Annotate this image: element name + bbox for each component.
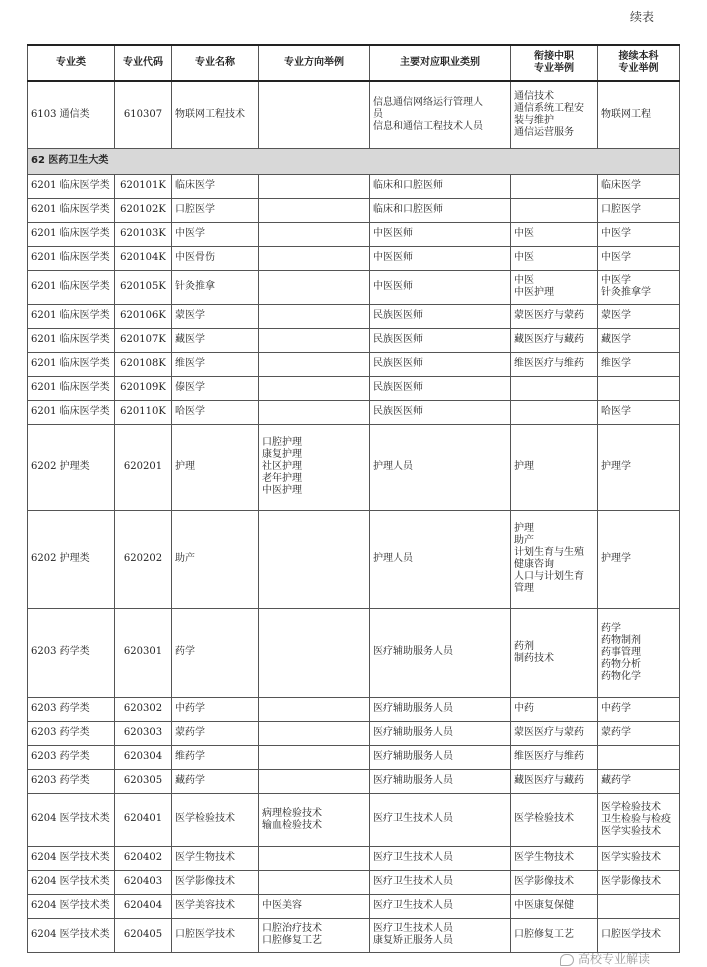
cell-secondary: 中医康复保健: [511, 894, 598, 918]
cell-direction: [259, 846, 370, 870]
table-row: [28, 424, 680, 510]
cell-occupation: 中医医师: [370, 222, 511, 246]
col-header-code: 专业代码: [115, 45, 172, 81]
col-header-direction: 专业方向举例: [259, 45, 370, 81]
cell-code: 620403: [115, 870, 172, 894]
table-row: [28, 745, 680, 769]
col-header-name: 专业名称: [172, 45, 259, 81]
continued-label: 续表: [630, 10, 655, 24]
cell-direction: 病理检验技术 输血检验技术: [259, 793, 370, 846]
cell-secondary: 医学生物技术: [511, 846, 598, 870]
cell-secondary: 中药: [511, 697, 598, 721]
cell-name: 维医学: [172, 352, 259, 376]
table-row: [28, 608, 680, 697]
cell-occupation: 民族医医师: [370, 328, 511, 352]
cell-undergrad: 藏医学: [598, 328, 680, 352]
table-row: [28, 721, 680, 745]
cell-category: 6204 医学技术类: [28, 846, 115, 870]
cell-code: 620305: [115, 769, 172, 793]
category-row: [28, 148, 680, 174]
cell-name: 助产: [172, 510, 259, 608]
cell-category: 6204 医学技术类: [28, 918, 115, 952]
major-catalog-table: [27, 44, 680, 953]
table-row: [28, 81, 680, 148]
cell-secondary: [511, 174, 598, 198]
cell-direction: [259, 246, 370, 270]
cell-direction: 口腔护理 康复护理 社区护理 老年护理 中医护理: [259, 424, 370, 510]
cell-category: 6103 通信类: [28, 81, 115, 148]
table-row: [28, 304, 680, 328]
cell-secondary: 通信技术 通信系统工程安 装与维护 通信运营服务: [511, 81, 598, 148]
cell-occupation: 护理人员: [370, 424, 511, 510]
cell-name: 药学: [172, 608, 259, 697]
cell-code: 620401: [115, 793, 172, 846]
cell-category: 6203 药学类: [28, 769, 115, 793]
cell-occupation: 医疗辅助服务人员: [370, 608, 511, 697]
cell-secondary: 护理: [511, 424, 598, 510]
cell-occupation: 中医医师: [370, 246, 511, 270]
cell-secondary: 中医: [511, 246, 598, 270]
cell-name: 藏药学: [172, 769, 259, 793]
cell-secondary: 医学影像技术: [511, 870, 598, 894]
cell-undergrad: 物联网工程: [598, 81, 680, 148]
col-header-category: 专业类: [28, 45, 115, 81]
cell-code: 620109K: [115, 376, 172, 400]
cell-code: 620108K: [115, 352, 172, 376]
cell-direction: 中医美容: [259, 894, 370, 918]
cell-undergrad: 口腔医学: [598, 198, 680, 222]
wechat-icon: [560, 954, 574, 966]
cell-undergrad: 医学检验技术 卫生检验与检疫 医学实验技术: [598, 793, 680, 846]
table-row: [28, 870, 680, 894]
cell-occupation: 临床和口腔医师: [370, 198, 511, 222]
cell-undergrad: 口腔医学技术: [598, 918, 680, 952]
cell-secondary: 中医 中医护理: [511, 270, 598, 304]
cell-code: 610307: [115, 81, 172, 148]
cell-direction: [259, 608, 370, 697]
cell-name: 蒙药学: [172, 721, 259, 745]
cell-name: 中医学: [172, 222, 259, 246]
cell-category: 6202 护理类: [28, 424, 115, 510]
cell-category: 6203 药学类: [28, 697, 115, 721]
cell-direction: [259, 769, 370, 793]
cell-name: 医学生物技术: [172, 846, 259, 870]
cell-occupation: 信息通信网络运行管理人 员 信息和通信工程技术人员: [370, 81, 511, 148]
cell-code: 620106K: [115, 304, 172, 328]
cell-occupation: 医疗辅助服务人员: [370, 769, 511, 793]
cell-occupation: 医疗卫生技术人员: [370, 894, 511, 918]
cell-code: 620103K: [115, 222, 172, 246]
cell-occupation: 医疗卫生技术人员: [370, 846, 511, 870]
cell-direction: [259, 174, 370, 198]
cell-direction: [259, 328, 370, 352]
table-row: [28, 376, 680, 400]
cell-undergrad: 中医学 针灸推拿学: [598, 270, 680, 304]
table-row: [28, 198, 680, 222]
cell-occupation: 医疗卫生技术人员: [370, 870, 511, 894]
cell-undergrad: 维医学: [598, 352, 680, 376]
cell-occupation: 民族医医师: [370, 400, 511, 424]
cell-category: 6201 临床医学类: [28, 270, 115, 304]
cell-direction: [259, 510, 370, 608]
cell-secondary: 口腔修复工艺: [511, 918, 598, 952]
cell-name: 口腔医学: [172, 198, 259, 222]
cell-direction: 口腔治疗技术 口腔修复工艺: [259, 918, 370, 952]
cell-category: 6203 药学类: [28, 721, 115, 745]
cell-category: 6201 临床医学类: [28, 400, 115, 424]
category-label: 62 医药卫生大类: [28, 148, 680, 174]
cell-code: 620303: [115, 721, 172, 745]
col-header-secondary: 衔接中职 专业举例: [511, 45, 598, 81]
cell-code: 620202: [115, 510, 172, 608]
cell-name: 傣医学: [172, 376, 259, 400]
cell-undergrad: 药学 药物制剂 药事管理 药物分析 药物化学: [598, 608, 680, 697]
cell-name: 医学检验技术: [172, 793, 259, 846]
cell-direction: [259, 697, 370, 721]
cell-occupation: 民族医医师: [370, 376, 511, 400]
table-row: [28, 174, 680, 198]
cell-undergrad: 中医学: [598, 222, 680, 246]
cell-secondary: 藏医医疗与藏药: [511, 328, 598, 352]
table-row: [28, 352, 680, 376]
cell-category: 6201 临床医学类: [28, 174, 115, 198]
table-row: [28, 846, 680, 870]
cell-category: 6201 临床医学类: [28, 304, 115, 328]
cell-category: 6201 临床医学类: [28, 222, 115, 246]
cell-code: 620102K: [115, 198, 172, 222]
cell-name: 哈医学: [172, 400, 259, 424]
cell-code: 620104K: [115, 246, 172, 270]
cell-category: 6203 药学类: [28, 608, 115, 697]
table-row: [28, 246, 680, 270]
cell-occupation: 医疗辅助服务人员: [370, 721, 511, 745]
cell-category: 6201 临床医学类: [28, 328, 115, 352]
cell-direction: [259, 870, 370, 894]
cell-secondary: 药剂 制药技术: [511, 608, 598, 697]
cell-direction: [259, 222, 370, 246]
watermark: [560, 950, 650, 967]
cell-secondary: 医学检验技术: [511, 793, 598, 846]
cell-occupation: 临床和口腔医师: [370, 174, 511, 198]
cell-name: 维药学: [172, 745, 259, 769]
cell-direction: [259, 721, 370, 745]
cell-secondary: 维医医疗与维药: [511, 352, 598, 376]
cell-category: 6201 临床医学类: [28, 246, 115, 270]
cell-undergrad: [598, 376, 680, 400]
table-header-row: [28, 45, 680, 81]
watermark-text: 高校专业解读: [578, 952, 651, 966]
table-row: [28, 510, 680, 608]
table-row: [28, 328, 680, 352]
cell-name: 医学美容技术: [172, 894, 259, 918]
cell-secondary: 蒙医医疗与蒙药: [511, 721, 598, 745]
table-row: [28, 697, 680, 721]
cell-undergrad: 中医学: [598, 246, 680, 270]
cell-name: 中医骨伤: [172, 246, 259, 270]
cell-direction: [259, 352, 370, 376]
cell-code: 620201: [115, 424, 172, 510]
cell-undergrad: 医学实验技术: [598, 846, 680, 870]
cell-secondary: 维医医疗与维药: [511, 745, 598, 769]
cell-undergrad: 藏药学: [598, 769, 680, 793]
cell-category: 6201 临床医学类: [28, 376, 115, 400]
cell-secondary: 蒙医医疗与蒙药: [511, 304, 598, 328]
cell-occupation: 医疗卫生技术人员: [370, 793, 511, 846]
cell-undergrad: 临床医学: [598, 174, 680, 198]
cell-direction: [259, 400, 370, 424]
table-row: [28, 793, 680, 846]
cell-secondary: [511, 376, 598, 400]
cell-undergrad: 护理学: [598, 510, 680, 608]
cell-occupation: 医疗卫生技术人员 康复矫正服务人员: [370, 918, 511, 952]
cell-category: 6201 临床医学类: [28, 352, 115, 376]
cell-code: 620302: [115, 697, 172, 721]
cell-name: 中药学: [172, 697, 259, 721]
cell-name: 物联网工程技术: [172, 81, 259, 148]
cell-secondary: 护理 助产 计划生育与生殖 健康咨询 人口与计划生育 管理: [511, 510, 598, 608]
cell-category: 6201 临床医学类: [28, 198, 115, 222]
cell-code: 620101K: [115, 174, 172, 198]
cell-undergrad: 蒙药学: [598, 721, 680, 745]
cell-occupation: 医疗辅助服务人员: [370, 697, 511, 721]
cell-name: 针灸推拿: [172, 270, 259, 304]
cell-secondary: 藏医医疗与藏药: [511, 769, 598, 793]
cell-direction: [259, 81, 370, 148]
cell-occupation: 中医医师: [370, 270, 511, 304]
cell-name: 蒙医学: [172, 304, 259, 328]
cell-name: 口腔医学技术: [172, 918, 259, 952]
cell-name: 医学影像技术: [172, 870, 259, 894]
cell-direction: [259, 376, 370, 400]
cell-code: 620105K: [115, 270, 172, 304]
col-header-occupation: 主要对应职业类别: [370, 45, 511, 81]
cell-undergrad: 护理学: [598, 424, 680, 510]
cell-name: 藏医学: [172, 328, 259, 352]
cell-direction: [259, 270, 370, 304]
cell-name: 临床医学: [172, 174, 259, 198]
cell-secondary: [511, 198, 598, 222]
table-row: [28, 918, 680, 952]
table-row: [28, 270, 680, 304]
cell-category: 6204 医学技术类: [28, 870, 115, 894]
cell-code: 620301: [115, 608, 172, 697]
cell-secondary: 中医: [511, 222, 598, 246]
cell-occupation: 护理人员: [370, 510, 511, 608]
cell-occupation: 民族医医师: [370, 352, 511, 376]
table-row: [28, 894, 680, 918]
cell-code: 620405: [115, 918, 172, 952]
cell-category: 6204 医学技术类: [28, 793, 115, 846]
cell-code: 620110K: [115, 400, 172, 424]
cell-category: 6203 药学类: [28, 745, 115, 769]
cell-occupation: 医疗辅助服务人员: [370, 745, 511, 769]
cell-direction: [259, 198, 370, 222]
table-row: [28, 222, 680, 246]
cell-code: 620404: [115, 894, 172, 918]
cell-category: 6204 医学技术类: [28, 894, 115, 918]
cell-code: 620402: [115, 846, 172, 870]
cell-direction: [259, 304, 370, 328]
cell-undergrad: 哈医学: [598, 400, 680, 424]
cell-undergrad: 蒙医学: [598, 304, 680, 328]
cell-direction: [259, 745, 370, 769]
cell-category: 6202 护理类: [28, 510, 115, 608]
cell-code: 620304: [115, 745, 172, 769]
cell-undergrad: 中药学: [598, 697, 680, 721]
cell-occupation: 民族医医师: [370, 304, 511, 328]
cell-code: 620107K: [115, 328, 172, 352]
col-header-undergrad: 接续本科 专业举例: [598, 45, 680, 81]
cell-undergrad: [598, 894, 680, 918]
table-row: [28, 769, 680, 793]
cell-secondary: [511, 400, 598, 424]
cell-name: 护理: [172, 424, 259, 510]
table-row: [28, 400, 680, 424]
cell-undergrad: 医学影像技术: [598, 870, 680, 894]
cell-undergrad: [598, 745, 680, 769]
